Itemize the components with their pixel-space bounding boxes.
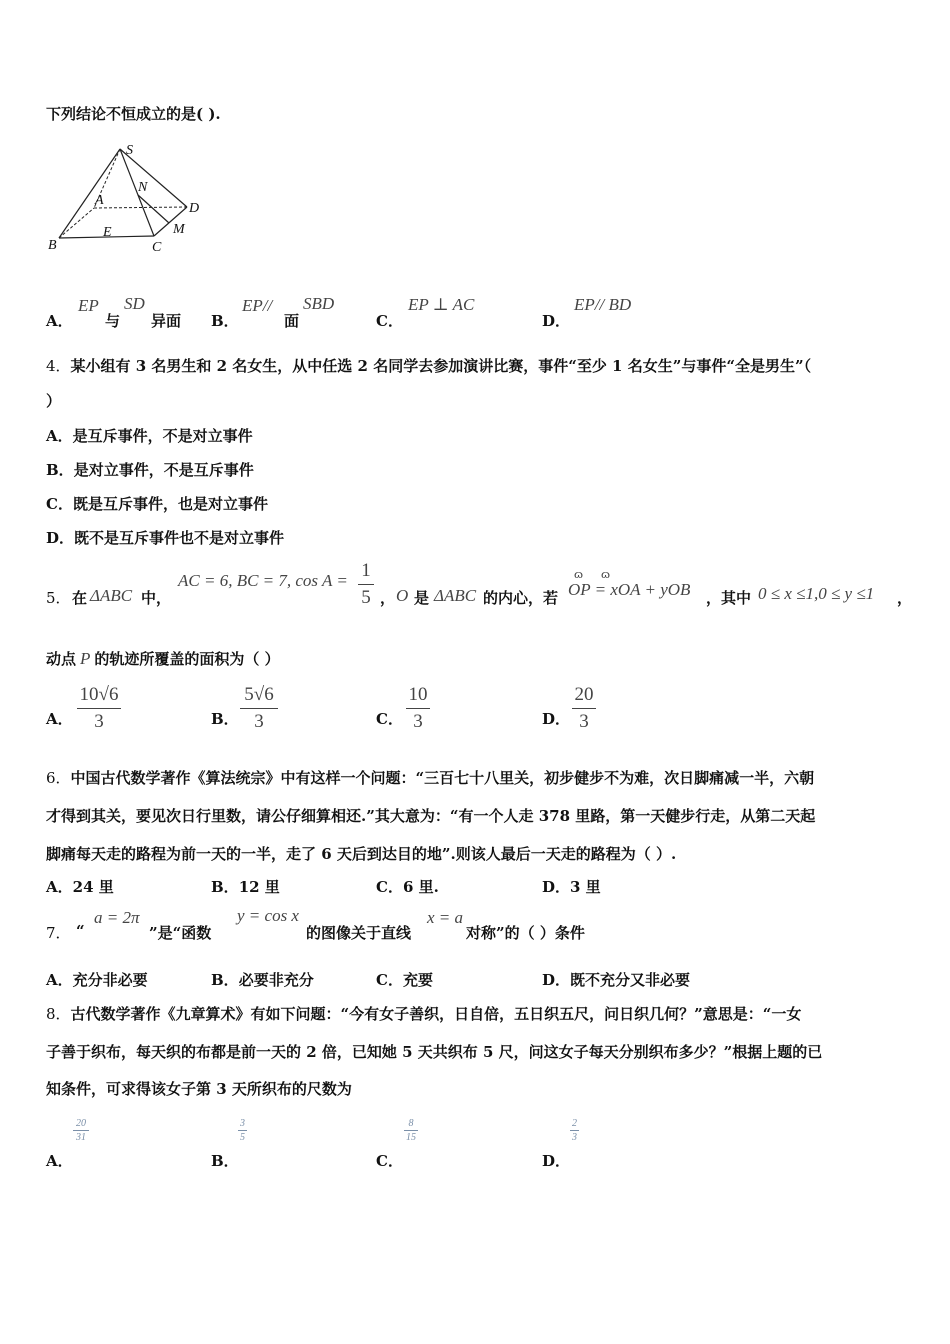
q8-option-b: B． (211, 1152, 239, 1170)
q8-option-d: D． (542, 1152, 571, 1170)
q6-stem-line2: 才得到其关，要见次日行里数，请公仔细算相还.”其大意为：“有一个人走 378 里路，第一天健步行走，从第二天起 (46, 807, 816, 825)
vector-arrows: ɷɷ (574, 568, 629, 581)
q5-option-d-fraction: 20 3 (572, 684, 596, 733)
label-A: A (95, 193, 104, 208)
q5-option-c: C． (376, 710, 403, 728)
pyramid-figure (44, 140, 214, 258)
q6-option-a: A．24 里 (46, 878, 114, 896)
q5-option-a-fraction: 10√6 3 (77, 684, 121, 733)
q7-option-a: A．充分非必要 (46, 971, 148, 989)
label-M: M (173, 222, 185, 237)
q8-option-d-fraction: 2 3 (572, 1118, 577, 1143)
segment-NM (138, 195, 169, 223)
label-S: S (126, 143, 133, 158)
q7-option-d: D．既不充分又非必要 (542, 971, 691, 989)
label-B: B (48, 238, 57, 253)
q8-option-a: A． (46, 1152, 73, 1170)
q6-option-b: B．12 里 (211, 878, 280, 896)
question-intro: 下列结论不恒成立的是( ). (46, 105, 221, 123)
q6-stem-line3: 脚痛每天走的路程为前一天的一半，走了 6 天后到达目的地”.则该人最后一天走的路程为（ ）. (46, 845, 677, 863)
q5-option-b-fraction: 5√6 3 (240, 684, 278, 733)
q8-option-a-fraction: 20 31 (73, 1118, 89, 1143)
q5-stem-line2: 动点 P 的轨迹所覆盖的面积为（ ） (46, 649, 280, 668)
q4-option-a: A．是互斥事件，不是对立事件 (46, 427, 253, 445)
q4-option-c: C．既是互斥事件，也是对立事件 (46, 495, 268, 513)
q7-option-b: B．必要非充分 (211, 971, 314, 989)
edge-SC (120, 149, 154, 236)
q5-option-a: A． (46, 710, 73, 728)
q5-option-b: B． (211, 710, 239, 728)
q6-stem-line1: 6．中国古代数学著作《算法统宗》中有这样一个问题：“三百七十八里关，初步健步不为难，次日脚痛减一半，六朝 (46, 769, 815, 787)
q6-option-d: D．3 里 (542, 878, 601, 896)
q5-stem: 5． 在 ΔABC 中， AC = 6, BC = 7, cos A = 1 5 ， O 是 ΔABC 的内心，若 ɷɷ OP = xOA + yOB ，其中 0 ≤ x ≤1,0 ≤ y ≤1 ， (46, 560, 913, 608)
q7-option-c: C．充要 (376, 971, 433, 989)
q8-stem-line1: 8．古代数学著作《九章算术》有如下问题：“今有女子善织，日自倍，五日织五尺，问日织几何？”意思是：“一女 (46, 1005, 802, 1023)
q8-stem-line3: 知条件，可求得该女子第 3 天所织布的尺数为 (46, 1080, 352, 1098)
q8-stem-line2: 子善于织布，每天织的布都是前一天的 2 倍，已知她 5 天共织布 5 尺，问这女子每天分别织布多少？”根据上题的已 (46, 1043, 823, 1061)
label-E: E (103, 225, 112, 240)
label-C: C (152, 240, 162, 255)
q8-option-c: C． (376, 1152, 403, 1170)
label-N: N (138, 180, 148, 195)
q5-option-c-fraction: 10 3 (406, 684, 430, 733)
q4-option-d: D．既不是互斥事件也不是对立事件 (46, 529, 285, 547)
q5-option-d: D． (542, 710, 571, 728)
q8-option-b-fraction: 3 5 (240, 1118, 245, 1143)
q7-stem: 7． “ a = 2π ”是“函数 y = cos x 的图像关于直线 x = a 对称”的（ ）条件 (46, 906, 585, 942)
q6-option-c: C．6 里. (376, 878, 439, 896)
edge-AD (94, 207, 187, 208)
q4-stem: 4．某小组有 3 名男生和 2 名女生，从中任选 2 名同学去参加演讲比赛，事件“至少 1 名女生”与事件“全是男生”（ (46, 357, 812, 375)
label-D: D (189, 201, 200, 216)
q4-stem-end: ） (46, 392, 62, 410)
q8-option-c-fraction: 8 15 (406, 1118, 416, 1143)
q5-cos-fraction: 1 5 (358, 560, 374, 609)
q4-option-b: B．是对立事件，不是互斥事件 (46, 461, 254, 479)
